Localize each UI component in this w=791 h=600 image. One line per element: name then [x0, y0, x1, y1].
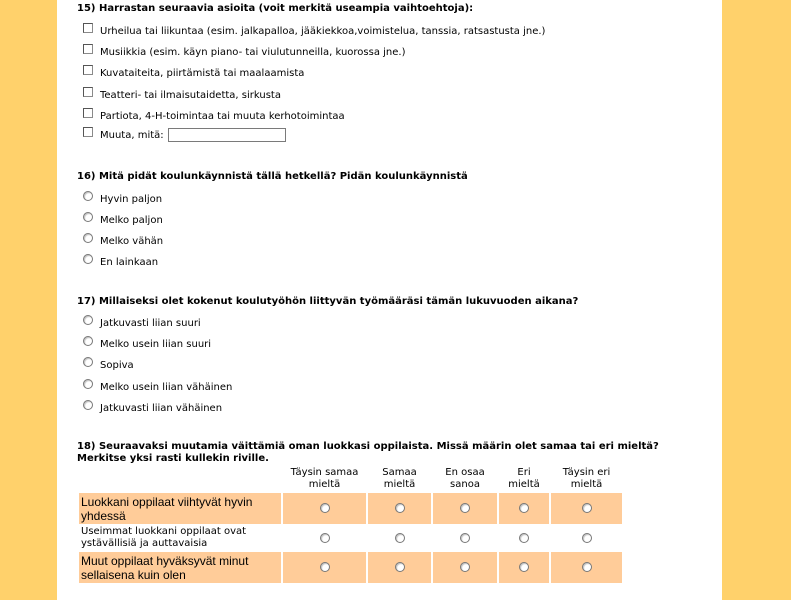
q16-radio-quite-much[interactable]: [83, 212, 93, 222]
q18-row3-radio-5[interactable]: [582, 562, 592, 572]
q18-row2-radio-4[interactable]: [519, 533, 529, 543]
q17-option-1[interactable]: [83, 316, 201, 330]
q18-row: [79, 524, 622, 552]
q17-radio-4[interactable]: [83, 379, 93, 389]
q18-row-statement: Useimmat luokkani oppilaat ovat ystävällisiä ja auttavaisia: [81, 526, 247, 549]
q18-cell[interactable]: [551, 493, 622, 524]
q15-option-label: Teatteri- tai ilmaisutaidetta, sirkusta: [100, 89, 281, 101]
q18-cell[interactable]: [368, 493, 431, 524]
q17-option-5[interactable]: [83, 401, 222, 415]
q16-option-very-much[interactable]: [83, 192, 162, 206]
q18-row2-radio-3[interactable]: [460, 533, 470, 543]
q18-row-statement: Luokkani oppilaat viihtyvät hyvin yhdessä: [79, 493, 281, 524]
q15-option-label: Musiikkia (esim. käyn piano- tai viulutunneilla, kuorossa jne.): [100, 46, 406, 58]
q15-option-label: Partiota, 4-H-toimintaa tai muuta kerhotoimintaa: [100, 110, 345, 122]
q18-cell[interactable]: [283, 552, 366, 583]
q17-option-label: Melko usein liian suuri: [100, 338, 212, 350]
q15-option-label: Urheilua tai liikuntaa (esim. jalkapalloa, jääkiekkoa,voimistelua, tanssia, ratsastusta jne.): [100, 25, 546, 37]
q17-option-label: Jatkuvasti liian suuri: [100, 317, 201, 329]
q18-col-header: En osaa sanoa: [445, 467, 485, 490]
q15-checkbox-visual-arts[interactable]: [83, 65, 93, 75]
q18-cell[interactable]: [499, 493, 549, 524]
q18-row-statement: Muut oppilaat hyväksyvät minut sellaisena kuin olen: [79, 552, 281, 583]
q18-row1-radio-4[interactable]: [519, 503, 529, 513]
q15-checkbox-music[interactable]: [83, 44, 93, 54]
q16-option-label: En lainkaan: [100, 256, 159, 268]
q18-col-header: Samaa mieltä: [382, 467, 417, 490]
q18-row: [79, 552, 622, 583]
q18-row1-radio-2[interactable]: [395, 503, 405, 513]
q18-row3-radio-3[interactable]: [460, 562, 470, 572]
q18-cell[interactable]: [551, 552, 622, 583]
q18-cell[interactable]: [433, 524, 497, 552]
q18-row3-radio-2[interactable]: [395, 562, 405, 572]
q17-option-label: Jatkuvasti liian vähäinen: [100, 402, 223, 414]
q18-row1-radio-3[interactable]: [460, 503, 470, 513]
q18-title-line2: Merkitse yksi rasti kullekin riville.: [77, 453, 269, 464]
q17-radio-3[interactable]: [83, 357, 93, 367]
q18-row3-radio-4[interactable]: [519, 562, 529, 572]
q15-other-input[interactable]: [168, 128, 286, 142]
q15-checkbox-theatre[interactable]: [83, 87, 93, 97]
q15-checkbox-sports[interactable]: [83, 23, 93, 33]
q16-option-label: Melko vähän: [100, 235, 164, 247]
q15-checkbox-scouts[interactable]: [83, 108, 93, 118]
q18-row: [79, 493, 622, 524]
q17-radio-1[interactable]: [83, 315, 93, 325]
q15-option-sports[interactable]: [83, 24, 545, 38]
q18-row3-radio-1[interactable]: [320, 562, 330, 572]
q18-row2-radio-5[interactable]: [582, 533, 592, 543]
q18-matrix: [77, 467, 624, 583]
q17-option-4[interactable]: [83, 380, 232, 394]
q15-option-visual-arts[interactable]: [83, 66, 304, 80]
q17-option-label: Melko usein liian vähäinen: [100, 381, 233, 393]
q17-option-label: Sopiva: [100, 359, 134, 371]
q18-cell[interactable]: [499, 524, 549, 552]
q17-radio-2[interactable]: [83, 336, 93, 346]
q15-option-label: Muuta, mitä:: [100, 129, 164, 141]
q18-cell[interactable]: [283, 524, 366, 552]
q16-title: 16) Mitä pidät koulunkäynnistä tällä hetkellä? Pidän koulunkäynnistä: [77, 171, 468, 182]
q15-title: 15) Harrastan seuraavia asioita (voit merkitä useampia vaihtoehtoja):: [77, 3, 474, 14]
q15-option-theatre[interactable]: [83, 88, 281, 102]
q17-option-2[interactable]: [83, 337, 211, 351]
q18-cell[interactable]: [499, 552, 549, 583]
q18-header-empty: [79, 467, 281, 493]
q17-title: 17) Millaiseksi olet kokenut koulutyöhön liittyvän työmääräsi tämän lukuvuoden aikana?: [77, 296, 579, 307]
q18-row1-radio-5[interactable]: [582, 503, 592, 513]
q18-col-header: Täysin samaa mieltä: [290, 467, 359, 490]
q16-option-quite-little[interactable]: [83, 234, 163, 248]
q15-option-scouts[interactable]: [83, 109, 345, 123]
q17-option-3[interactable]: [83, 358, 134, 372]
q15-option-other[interactable]: [83, 128, 286, 142]
q16-radio-very-much[interactable]: [83, 191, 93, 201]
q18-cell[interactable]: [551, 524, 622, 552]
q15-option-music[interactable]: [83, 45, 406, 59]
q18-title-line1: 18) Seuraavaksi muutamia väittämiä oman luokkasi oppilaista. Missä määrin olet samaa tai eri mieltä?: [77, 441, 659, 452]
q16-option-not-at-all[interactable]: [83, 255, 158, 269]
survey-page: [57, 0, 722, 600]
q18-row2-radio-1[interactable]: [320, 533, 330, 543]
q15-option-label: Kuvataiteita, piirtämistä tai maalaamista: [100, 67, 305, 79]
q18-header-row: [79, 467, 622, 493]
q18-cell[interactable]: [283, 493, 366, 524]
q18-col-header: Täysin eri mieltä: [562, 467, 611, 490]
q15-checkbox-other[interactable]: [83, 127, 93, 137]
q18-row2-radio-2[interactable]: [395, 533, 405, 543]
q18-cell[interactable]: [433, 552, 497, 583]
q18-cell[interactable]: [433, 493, 497, 524]
q18-cell[interactable]: [368, 524, 431, 552]
q16-option-label: Melko paljon: [100, 214, 163, 226]
q16-option-quite-much[interactable]: [83, 213, 163, 227]
q18-cell[interactable]: [368, 552, 431, 583]
q18-col-header: Eri mieltä: [508, 467, 540, 490]
q16-option-label: Hyvin paljon: [100, 193, 163, 205]
q16-radio-quite-little[interactable]: [83, 233, 93, 243]
q17-radio-5[interactable]: [83, 400, 93, 410]
q16-radio-not-at-all[interactable]: [83, 254, 93, 264]
q18-row1-radio-1[interactable]: [320, 503, 330, 513]
